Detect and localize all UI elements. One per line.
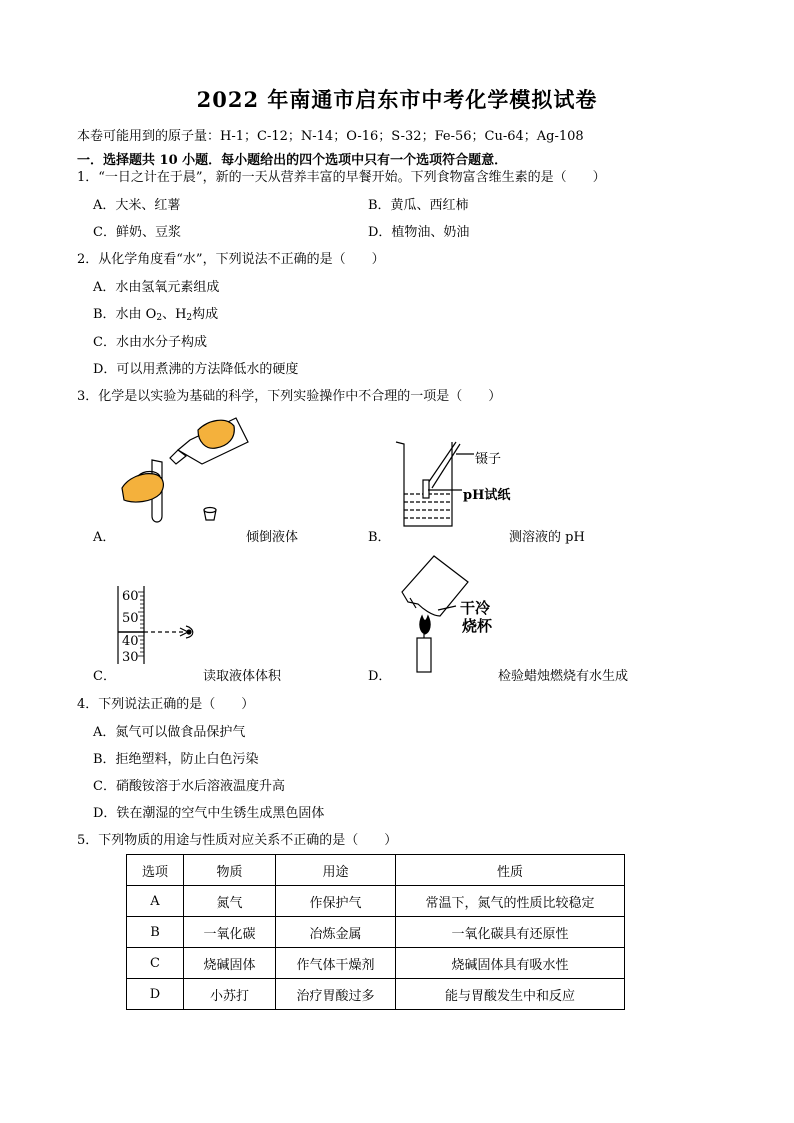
figure-a-pouring-illustration	[118, 412, 258, 527]
q3-d-letter[interactable]: D．	[368, 669, 392, 684]
q4-option-b[interactable]: B．拒绝塑料，防止白色污染	[93, 752, 259, 767]
section-1-heading: 一．选择题共 10 小题．每小题给出的四个选项中只有一个选项符合题意．	[77, 153, 508, 168]
table-cell: A	[127, 886, 184, 917]
table-cell: 氮气	[184, 886, 276, 917]
q1-option-a[interactable]: A．大米、红薯	[93, 198, 181, 213]
q2-option-d[interactable]: D．可以用煮沸的方法降低水的硬度	[93, 362, 299, 377]
table-cell: 冶炼金属	[276, 917, 396, 948]
table-row	[127, 917, 625, 948]
table-cell: 作气体干燥剂	[276, 948, 396, 979]
table-cell: 治疗胃酸过多	[276, 979, 396, 1010]
q2-option-a[interactable]: A．水由氢氧元素组成	[93, 280, 220, 295]
q3-c-tick-40: 40	[122, 634, 139, 649]
table-cell: 烧碱固体具有吸水性	[396, 948, 625, 979]
q4-option-a[interactable]: A．氮气可以做食品保护气	[93, 725, 246, 740]
atomic-masses-note: 本卷可能用到的原子量：H-1；C-12；N-14；O-16；S-32；Fe-56；Cu-64；Ag-108	[77, 129, 584, 144]
q5-stem: 5．下列物质的用途与性质对应关系不正确的是（ ）	[77, 833, 398, 848]
q2-option-b[interactable]	[93, 303, 218, 323]
q4-option-c[interactable]: C．硝酸铵溶于水后溶液温度升高	[93, 779, 285, 794]
table-row	[127, 886, 625, 917]
page-title: 2022 年南通市启东市中考化学模拟试卷	[196, 87, 598, 112]
table-cell: B	[127, 917, 184, 948]
q2-b-post: 构成	[192, 307, 219, 322]
q3-b-letter[interactable]: B．	[368, 530, 391, 545]
table-cell: 常温下，氮气的性质比较稳定	[396, 886, 625, 917]
table-cell: 作保护气	[276, 886, 396, 917]
q2-option-c[interactable]: C．水由水分子构成	[93, 335, 207, 350]
q1-option-c[interactable]: C．鲜奶、豆浆	[93, 225, 181, 240]
table-header: 用途	[276, 855, 396, 886]
table-cell: 烧碱固体	[184, 948, 276, 979]
q3-a-caption: 倾倒液体	[246, 530, 299, 545]
table-header: 物质	[184, 855, 276, 886]
table-cell: 小苏打	[184, 979, 276, 1010]
q1-stem: 1．“一日之计在于晨”，新的一天从营养丰富的早餐开始。下列食物富含维生素的是（ ）	[77, 170, 606, 185]
table-cell: 一氧化碳	[184, 917, 276, 948]
table-cell: 能与胃酸发生中和反应	[396, 979, 625, 1010]
table-header: 性质	[396, 855, 625, 886]
q2-b-sub1: 2	[156, 313, 163, 323]
table-header: 选项	[127, 855, 184, 886]
q3-c-tick-50: 50	[122, 611, 139, 626]
q3-stem: 3．化学是以实验为基础的科学，下列实验操作中不合理的一项是（ ）	[77, 389, 502, 404]
q3-a-letter[interactable]: A．	[93, 530, 116, 545]
q3-c-tick-60: 60	[122, 589, 139, 604]
q2-stem: 2．从化学角度看“水”，下列说法不正确的是（ ）	[77, 252, 385, 267]
q4-stem: 4．下列说法正确的是（ ）	[77, 697, 255, 712]
q5-table	[126, 854, 625, 1010]
q1-option-b[interactable]: B．黄瓜、西红柿	[368, 198, 469, 213]
q2-b-sub2: 2	[186, 313, 193, 323]
table-cell: D	[127, 979, 184, 1010]
q3-c-caption: 读取液体体积	[203, 669, 282, 684]
table-row	[127, 979, 625, 1010]
table-row	[127, 948, 625, 979]
q4-option-d[interactable]: D．铁在潮湿的空气中生锈生成黑色固体	[93, 806, 325, 821]
table-cell: C	[127, 948, 184, 979]
q3-d-label-beaker: 烧杯	[462, 617, 493, 635]
q2-b-mid: 、H	[162, 307, 187, 322]
q3-b-ph-paper-label: pH试纸	[463, 488, 511, 503]
q1-option-d[interactable]: D．植物油、奶油	[368, 225, 470, 240]
q3-c-letter[interactable]: C．	[93, 669, 116, 684]
q3-b-caption: 测溶液的 pH	[509, 530, 585, 545]
q3-d-label-dry-cold: 干冷	[460, 599, 491, 617]
q3-b-tweezers-label: 镊子	[475, 452, 502, 467]
table-header-row	[127, 855, 625, 886]
figure-b-ph-beaker-illustration	[396, 436, 476, 530]
table-cell: 一氧化碳具有还原性	[396, 917, 625, 948]
q3-c-tick-30: 30	[122, 650, 139, 665]
q3-d-caption: 检验蜡烛燃烧有水生成	[498, 669, 629, 684]
q2-b-pre: B．水由 O	[93, 307, 157, 322]
